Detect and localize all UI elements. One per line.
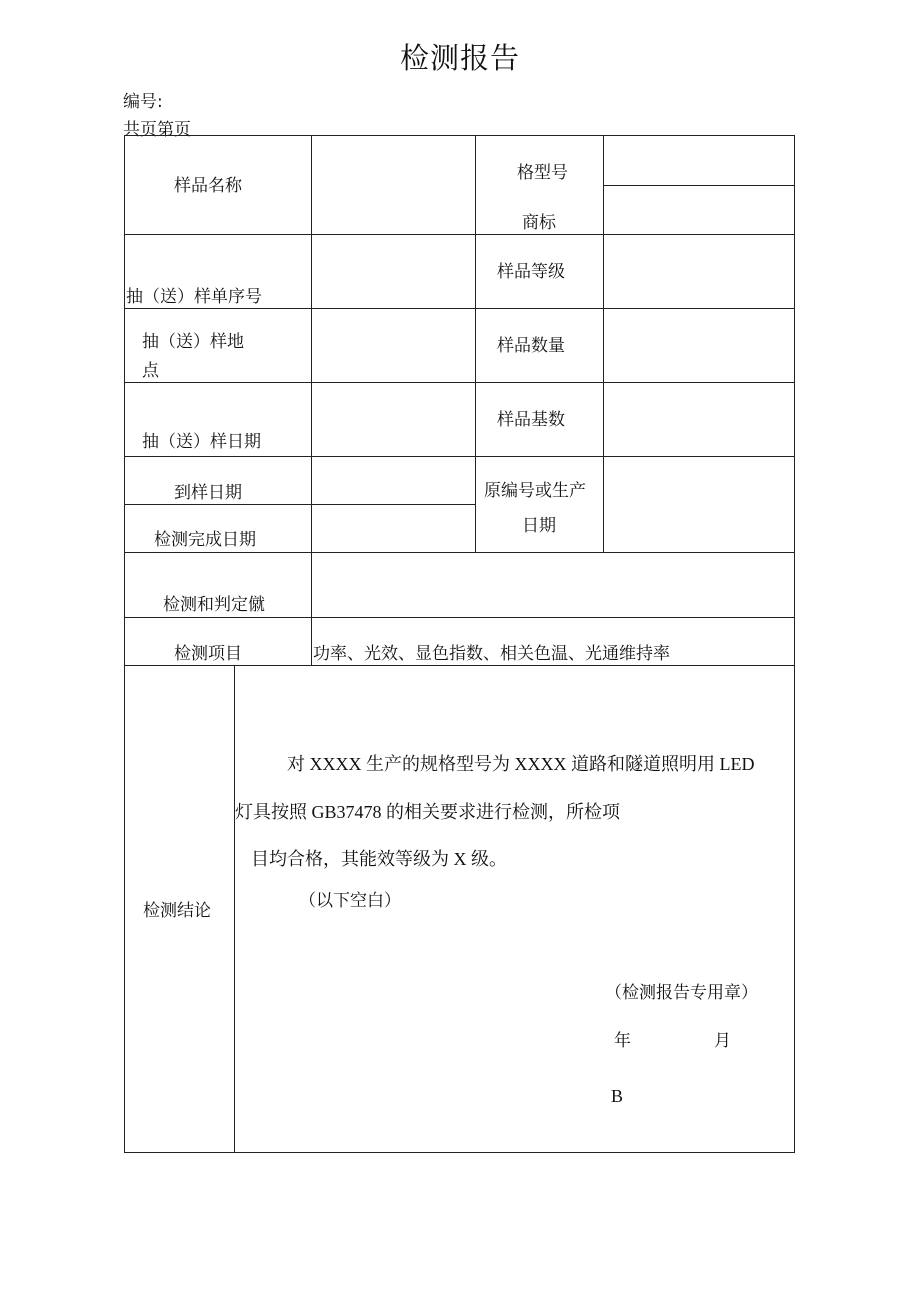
day-label: B	[611, 1086, 624, 1106]
blank-note: （以下空白）	[299, 891, 401, 911]
row-divider	[125, 665, 795, 666]
conclusion-line-3: 目均合格，其能效等级为 X 级。	[251, 849, 507, 869]
report-table	[124, 135, 795, 1153]
basis-label: 检测和判定僦	[163, 595, 265, 615]
sample-quantity-label: 样品数量	[497, 336, 565, 356]
conclusion-line-2: 灯具按照 GB37478 的相关要求进行检测，所检项	[235, 802, 621, 822]
row-divider	[125, 308, 795, 309]
arrival-date-label: 到样日期	[174, 483, 242, 503]
report-number-label: 编号:	[123, 92, 163, 112]
row-divider	[125, 617, 795, 618]
model-label: 格型号	[517, 163, 568, 183]
sample-name-label: 样品名称	[174, 176, 242, 196]
brand-label: 商标	[522, 213, 556, 233]
sampling-serial-label: 抽（送）样单序号	[126, 287, 262, 307]
sampling-place-label-cont: 点	[142, 361, 159, 381]
column-divider	[234, 665, 235, 1153]
sample-base-label: 样品基数	[497, 410, 565, 430]
year-label: 年	[614, 1031, 631, 1051]
month-label: 月	[714, 1031, 731, 1051]
seal-label: （检测报告专用章）	[605, 983, 758, 1003]
conclusion-label: 检测结论	[143, 901, 211, 921]
row-divider	[604, 185, 795, 186]
column-divider	[311, 136, 312, 665]
test-items-value: 功率、光效、显色指数、相关色温、光通维持率	[313, 644, 670, 664]
original-number-label: 原编号或生产	[484, 481, 586, 501]
column-divider	[603, 136, 604, 552]
sampling-place-label: 抽（送）样地	[142, 332, 244, 352]
page-count-label: 共页第页	[123, 120, 191, 140]
sampling-date-label: 抽（送）样日期	[142, 432, 261, 452]
original-number-label-cont: 日期	[522, 516, 556, 536]
row-divider	[125, 456, 795, 457]
report-title: 检测报告	[399, 41, 520, 75]
test-items-label: 检测项目	[174, 644, 242, 664]
completion-date-label: 检测完成日期	[154, 530, 256, 550]
conclusion-line-1: 对 XXXX 生产的规格型号为 XXXX 道路和隧道照明用 LED	[287, 754, 755, 774]
sample-grade-label: 样品等级	[497, 262, 565, 282]
row-divider	[125, 382, 795, 383]
column-divider	[475, 136, 476, 552]
row-divider	[125, 234, 795, 235]
row-divider	[125, 504, 476, 505]
row-divider	[125, 552, 795, 553]
